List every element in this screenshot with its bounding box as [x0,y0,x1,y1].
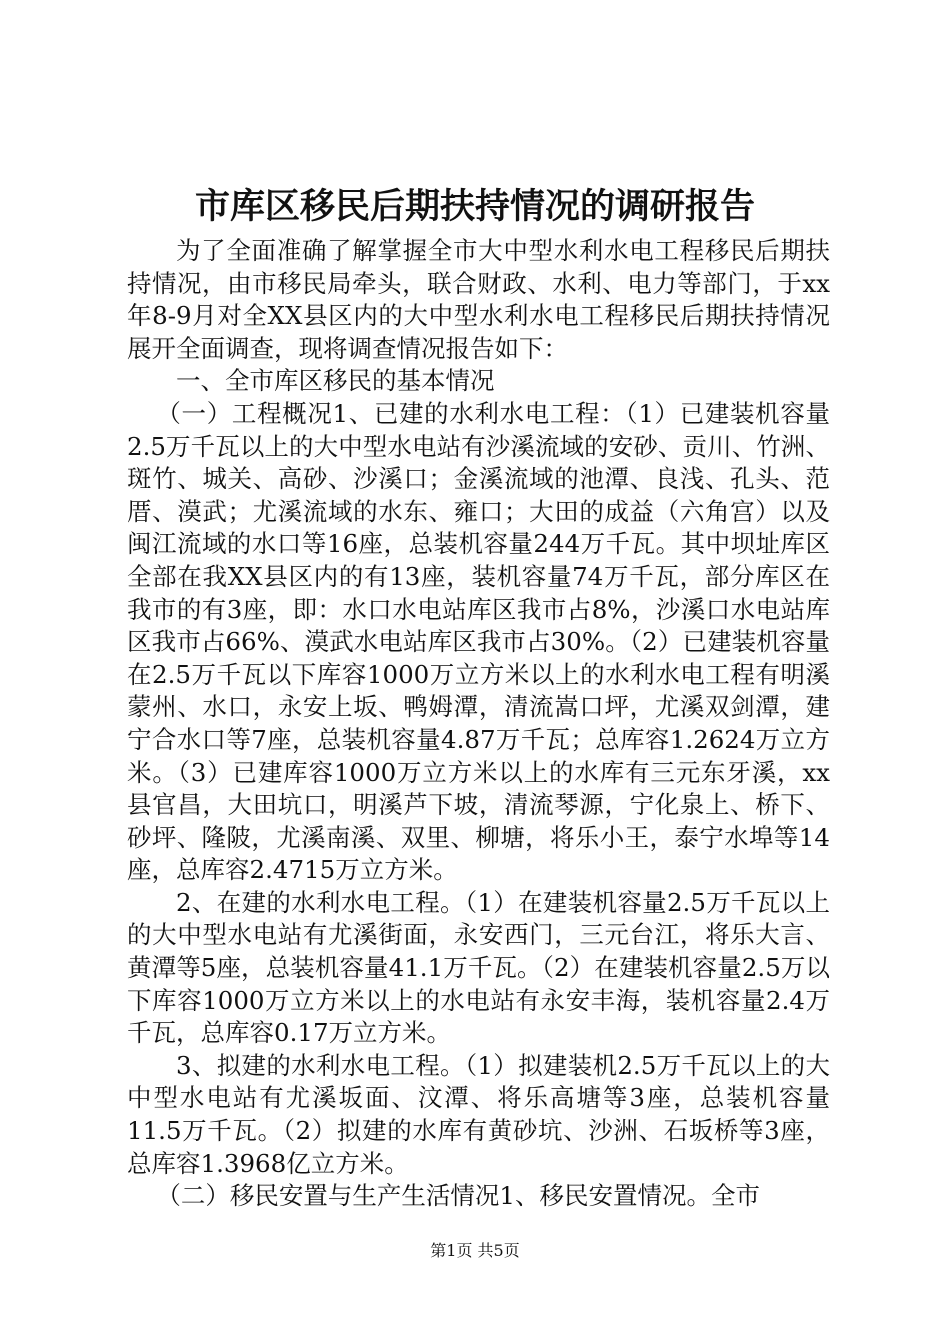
document-title: 市库区移民后期扶持情况的调研报告 [194,186,755,227]
page-number-footer: 第1页 共5页 [430,1241,520,1260]
paragraph-under-construction: 2、在建的水利水电工程。（1）在建装机容量2.5万千瓦以上的大中型水电站有尤溪街面，永安西门，三元台江，将乐大言、黄潭等5座，总装机容量41.1万千瓦。（2）在建装机容量2.5万以下库容1000万立方米以上的水电站有永安丰海，装机容量2.4万千瓦，总库容0.17万立方米。 [127,887,830,1048]
paragraph-planned: 3、拟建的水利水电工程。（1）拟建装机2.5万千瓦以上的大中型水电站有尤溪坂面、汶潭、将乐高塘等3座，总装机容量11.5万千瓦。（2）拟建的水库有黄砂坑、沙洲、石坂桥等3座，总库容1.3968亿立方米。 [127,1050,830,1178]
section-heading-1: 一、全市库区移民的基本情况 [176,366,495,396]
paragraph-resettlement: （二）移民安置与生产生活情况1、移民安置情况。全市 [156,1181,760,1211]
paragraph-project-overview: （一）工程概况1、已建的水利水电工程：（1）已建装机容量2.5万千瓦以上的大中型水电站有沙溪流域的安砂、贡川、竹洲、斑竹、城关、高砂、沙溪口；金溪流域的池潭、良浅、孔头、范厝、漠武；尤溪流域的水东、雍口；大田的成益（六角宫）以及闽江流域的水口等16座，总装机容量244万千瓦。其中坝址库区全部在我XX县区内的有13座，装机容量74万千瓦，部分库区在我市的有3座，即：水口水电站库区我市占8%，沙溪口水电站库区我市占66%、漠武水电站库区我市占30%。（2）已建装机容量在2.5万千瓦以下库容1000万立方米以上的水利水电工程有明溪蒙州、水口，永安上坂、鸭姆潭，清流嵩口坪，尤溪双剑潭，建宁合水口等7座，总装机容量4.87万千瓦；总库容1.2624万立方米。（3）已建库容1000万立方米以上的水库有三元东牙溪，xx县官昌，大田坑口，明溪芦下坡，清流琴源，宁化泉上、桥下、砂坪、隆陂，尤溪南溪、双里、柳塘，将乐小王，泰宁水埠等14座，总库容2.4715万立方米。 [127,398,830,885]
document-body [127,235,830,1213]
paragraph-intro: 为了全面准确了解掌握全市大中型水利水电工程移民后期扶持情况，由市移民局牵头，联合财政、水利、电力等部门，于xx年8-9月对全XX县区内的大中型水利水电工程移民后期扶持情况展开全面调查，现将调查情况报告如下： [127,236,830,363]
